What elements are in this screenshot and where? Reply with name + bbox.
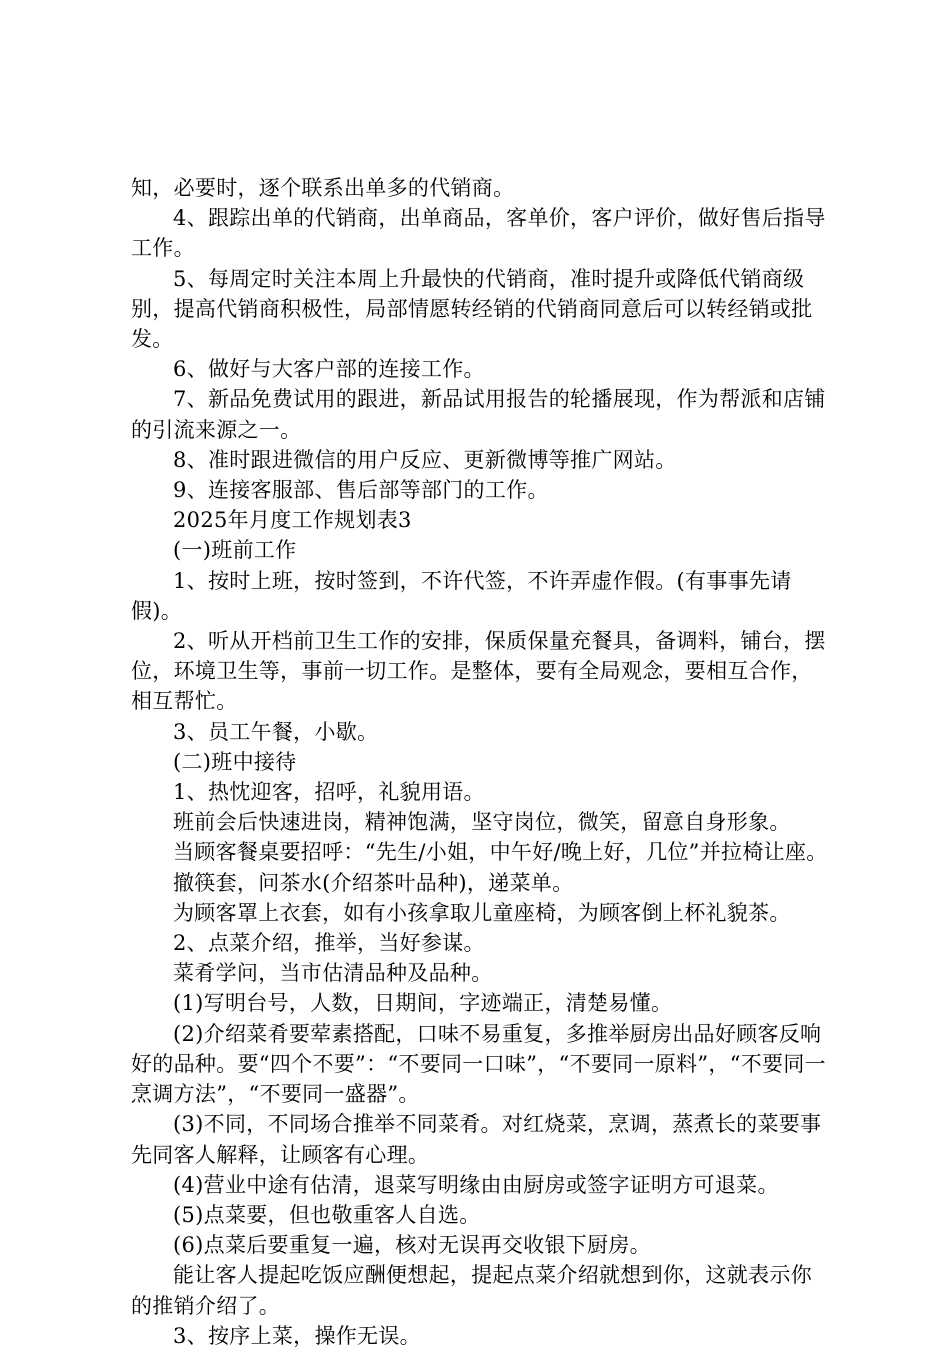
- paragraph: 8、准时跟进微信的用户反应、更新微博等推广网站。: [173, 447, 677, 472]
- paragraph: 9、连接客服部、售后部等部门的工作。: [173, 478, 549, 503]
- paragraph: (二)班中接待: [173, 749, 297, 774]
- paragraph: 1、按时上班，按时签到，不许代签，不许弄虚作假。(有事事先请假)。: [131, 568, 792, 623]
- paragraph: 知，必要时，逐个联系出单多的代销商。: [131, 176, 515, 200]
- paragraph: 能让客人提起吃饭应酬便想起，提起点菜介绍就想到你，这就表示你的推销介绍了。: [131, 1263, 812, 1318]
- paragraph: 3、按序上菜，操作无误。: [173, 1323, 421, 1348]
- paragraph: 班前会后快速进岗，精神饱满，坚守岗位，微笑，留意自身形象。: [173, 810, 791, 835]
- paragraph: (1)写明台号，人数，日期间，字迹端正，清楚易懂。: [173, 991, 673, 1016]
- paragraph: 撤筷套，问茶水(介绍茶叶品种)，递菜单。: [173, 870, 574, 895]
- paragraph: (一)班前工作: [173, 538, 297, 563]
- paragraph: (4)营业中途有估清，退菜写明缘由由厨房或签字证明方可退菜。: [173, 1172, 779, 1197]
- paragraph: 1、热忱迎客，招呼，礼貌用语。: [173, 780, 485, 805]
- paragraph: 7、新品免费试用的跟进，新品试用报告的轮播展现，作为帮派和店铺的引流来源之一。: [131, 387, 826, 442]
- paragraph: 2、听从开档前卫生工作的安排，保质保量充餐具，备调料，铺台，摆位，环境卫生等，事前一切工作。是整体，要有全局观念，要相互合作，相互帮忙。: [131, 629, 826, 714]
- paragraph: 6、做好与大客户部的连接工作。: [173, 357, 485, 382]
- paragraph: 3、员工午餐，小歇。: [173, 719, 379, 744]
- paragraph: (5)点菜要，但也敬重客人自选。: [173, 1202, 481, 1227]
- paragraph: 4、跟踪出单的代销商，出单商品，客单价，客户评价，做好售后指导工作。: [131, 206, 826, 261]
- paragraph: 2025年月度工作规划表3: [173, 508, 412, 533]
- paragraph: (3)不同，不同场合推举不同菜肴。对红烧菜，烹调，蒸煮长的菜要事先同客人解释，让顾客有心理。: [131, 1112, 822, 1167]
- paragraph: 为顾客罩上衣套，如有小孩拿取儿童座椅，为顾客倒上杯礼貌茶。: [173, 900, 791, 925]
- paragraph: (6)点菜后要重复一遍，核对无误再交收银下厨房。: [173, 1233, 651, 1258]
- paragraph: 5、每周定时关注本周上升最快的代销商，准时提升或降低代销商级别，提高代销商积极性，局部情愿转经销的代销商同意后可以转经销或批发。: [131, 266, 813, 352]
- paragraph: 2、点菜介绍，推举，当好参谋。: [173, 931, 485, 956]
- paragraph: 菜肴学问，当市估清品种及品种。: [173, 961, 493, 986]
- document-body: [131, 173, 832, 1351]
- paragraph: 当顾客餐桌要招呼：“先生/小姐，中午好/晚上好，几位”并拉椅让座。: [173, 840, 828, 865]
- paragraph: (2)介绍菜肴要荤素搭配，口味不易重复，多推举厨房出品好顾客反响好的品种。要“四个不要”：“不要同一口味”，“不要同一原料”，“不要同一烹调方法”，“不要同一盛器”。: [131, 1021, 826, 1107]
